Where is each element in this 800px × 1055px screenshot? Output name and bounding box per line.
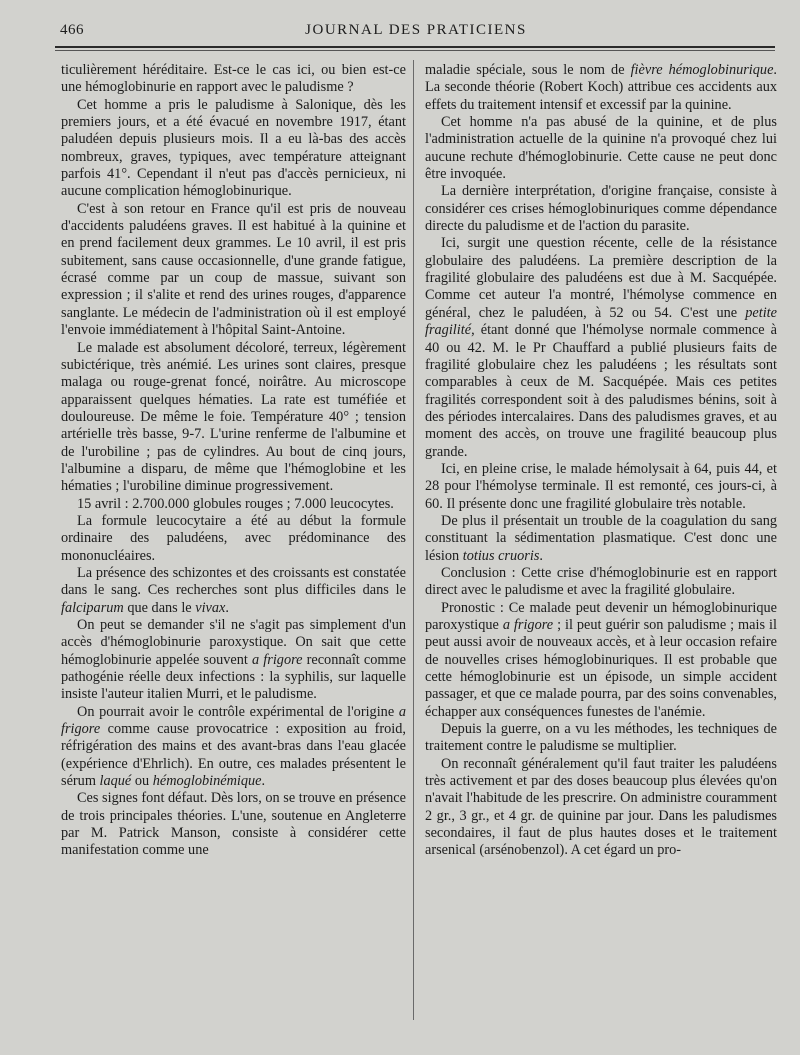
page-number: 466 [60,22,84,38]
text-run: ou [131,773,153,790]
text-run: reconnaît comme pathogénie réelle deux infections : la syphilis, sur laquelle insiste l'auteur italien Murri, et le paludisme. [61,651,406,703]
paragraph [61,496,406,513]
text-run: ticulièrement héréditaire. Est-ce le cas ici, ou bien est-ce une hémoglobinurie en rapport avec le paludisme ? [61,62,406,96]
paragraph [61,201,406,340]
paragraph [61,513,406,565]
italic-text: a frigore [61,703,406,738]
text-run: On pourrait avoir le contrôle expérimental de l'origine [77,703,399,720]
paragraph [425,183,777,235]
paragraph [425,756,777,860]
text-run: La dernière interprétation, d'origine française, consiste à considérer ces crises hémoglobinuriques comme dépendance directe du paludisme et de l'action du parasite. [425,183,777,235]
running-title: JOURNAL DES PRATICIENS [305,22,527,38]
left-column [61,62,406,860]
header-rule [55,46,775,48]
text-run: , étant donné que l'hémolyse normale commence à 40 ou 42. M. le Pr Chauffard a publié plusieurs faits de fragilité globulaire chez les paludéens ; les résultats sont comparables à ceux de M. Sacquépée. Mais ces petites fragilités correspondent soit à des paludismes bénins, soit à des périodes intercalaires. Dans des paludismes graves, et au moment des accès, on trouve une fragilité beaucoup plus grande. [425,322,777,460]
paragraph [61,97,406,201]
paragraph [61,565,406,617]
text-run: ; il peut guérir son paludisme ; mais il peut aussi avoir de nouveaux accès, et à leur occasion refaire de nouvelles crises hémoglobinuriques. Il est probable que cette hémoglobinurie est un épisode, un simple accident passager, et que ce malade pourra, par des soins convenables, échapper aux conséquences funestes de l'anémie. [425,617,777,720]
paragraph [425,114,777,183]
text-run: La présence des schizontes et des croissants est constatée dans le sang. Ces recherches sont plus difficiles dans le [61,564,406,599]
column-divider [413,60,414,1020]
text-run: Ces signes font défaut. Dès lors, on se trouve en présence de trois principales théories. L'une, soutenue en Angleterre par M. Patrick Manson, consiste à considérer cette manifestation comme une [61,790,406,859]
text-run: . [225,599,229,616]
text-run: On peut se demander s'il ne s'agit pas simplement d'un accès d'hémoglobinurie paroxystique. On sait que cette hémoglobinurie appelée souvent [61,617,406,668]
paragraph [425,461,777,513]
italic-text: a frigore [252,651,303,668]
paragraph [61,617,406,704]
text-run: comme cause provocatrice : exposition au froid, réfrigération des mains et des avant-bras dans l'eau glacée (expérience d'Ehrlich). En outre, ces malades présentent le sérum [61,721,406,790]
text-run: Ici, surgit une question récente, celle de la résistance globulaire des paludéens. La première description de la fragilité globulaire des paludéens est due à M. Sacquépée. Comme cet auteur l'a montré, l'hémolyse commence en général, chez le paludéen, à 52 ou 54. C'est une [425,235,777,321]
paragraph [425,62,777,114]
paragraph [61,340,406,496]
italic-text: a frigore [502,617,554,633]
text-run: maladie spéciale, sous le nom de [425,62,631,78]
text-run: 15 avril : 2.700.000 globules rouges ; 7.000 leucocytes. [77,495,394,512]
right-column [425,62,777,860]
text-run: Cet homme a pris le paludisme à Salonique, dès les premiers jours, et a été évacué en novembre 1917, étant paludéen depuis plusieurs mois. Il a eu là-bas des accès nombreux, graves, typiques, avec température atteignant parfois 41°. Cependant il n'eut pas d'accès pernicieux, ni aucune complication hémoglobinurique. [61,96,406,200]
text-run: Le malade est absolument décoloré, terreux, légèrement subictérique, très anémié. Les urines sont claires, presque malaga ou rouge-grenat foncé, noirâtre. Au microscope apparaissent quelques hématies. La rate est tuméfiée et douloureuse. De même le foie. Température 40° ; tension artérielle très basse, 9-7. L'urine renferme de l'albumine et de l'urobiline ; pas de cylindres. Au bout de cinq jours, l'albumine a disparu, de même que l'hémoglobine et les hématies ; l'urobiline diminue progressivement. [61,339,406,495]
text-run: Conclusion : Cette crise d'hémoglobinurie est en rapport direct avec le paludisme et avec la fragilité globulaire. [425,564,777,599]
italic-text: petite fragilité [425,304,777,339]
text-run: C'est à son retour en France qu'il est pris de nouveau d'accidents paludéens graves. Il est habitué à la quinine et en prend facilement deux grammes. Le 10 avril, il est pris subitement, sans cause occasionnelle, d'une grande fatigue, écrasé comme par un coup de massue, suivant son expression ; il s'alite et rend des urines rouges, d'apparence sanglante. Le médecin de l'administration où il est employé l'envoie immédiatement à l'hôpital Saint-Antoine. [61,200,406,339]
text-run: De plus il présentait un trouble de la coagulation du sang constituant la sédimentation plasmatique. C'est donc une lésion [425,512,777,564]
italic-text: hémoglobinémique [152,773,262,790]
text-run: Pronostic : Ce malade peut devenir un hémoglobinurique paroxystique [425,599,777,633]
italic-text: fièvre hémoglobinurique [630,62,774,78]
text-run: . [261,773,266,790]
paragraph [61,62,406,97]
text-run: Cet homme n'a pas abusé de la quinine, et de plus l'administration actuelle de la quinine n'a provoqué chez lui aucune rechute d'hémoglobinurie. Cette cause ne peut donc être invoquée. [425,114,777,183]
page-header [60,22,772,46]
text-run: Depuis la guerre, on a vu les méthodes, les techniques de traitement contre le paludisme se multiplier. [425,721,777,755]
text-run: que dans le [123,599,196,616]
italic-text: vivax [195,599,226,616]
paragraph [61,704,406,791]
header-rule-thin [55,50,775,51]
italic-text: falciparum [61,599,124,616]
paragraph [425,235,777,460]
text-run: La formule leucocytaire a été au début la formule ordinaire des paludéens, avec prédominance des mononucléaires. [61,512,406,564]
text-run: On reconnaît généralement qu'il faut traiter les paludéens très activement et par des doses beaucoup plus élevées qu'on n'avait l'habitude de les prescrire. On administre couramment 2 gr., 3 gr., et 4 gr. de quinine par jour. Dans les paludismes secondaires, il faut de plus hautes doses et le traitement arsenical (arsénobenzol). A cet égard un pro- [425,755,777,859]
text-run: . La seconde théorie (Robert Koch) attribue ces accidents aux effets du traitement intensif et excessif par la quinine. [425,62,777,113]
text-run: Ici, en pleine crise, le malade hémolysait à 64, puis 44, et 28 pour l'hémolyse terminale. Il est remonté, ces jours-ci, à 60. Il présente donc une fragilité globulaire très notable. [425,460,777,512]
text-run: . [539,547,543,564]
paragraph [425,721,777,756]
italic-text: totius cruoris [462,547,540,564]
italic-text: laqué [99,773,132,790]
paragraph [61,790,406,859]
paragraph [425,513,777,565]
paragraph [425,565,777,600]
paragraph [425,600,777,721]
